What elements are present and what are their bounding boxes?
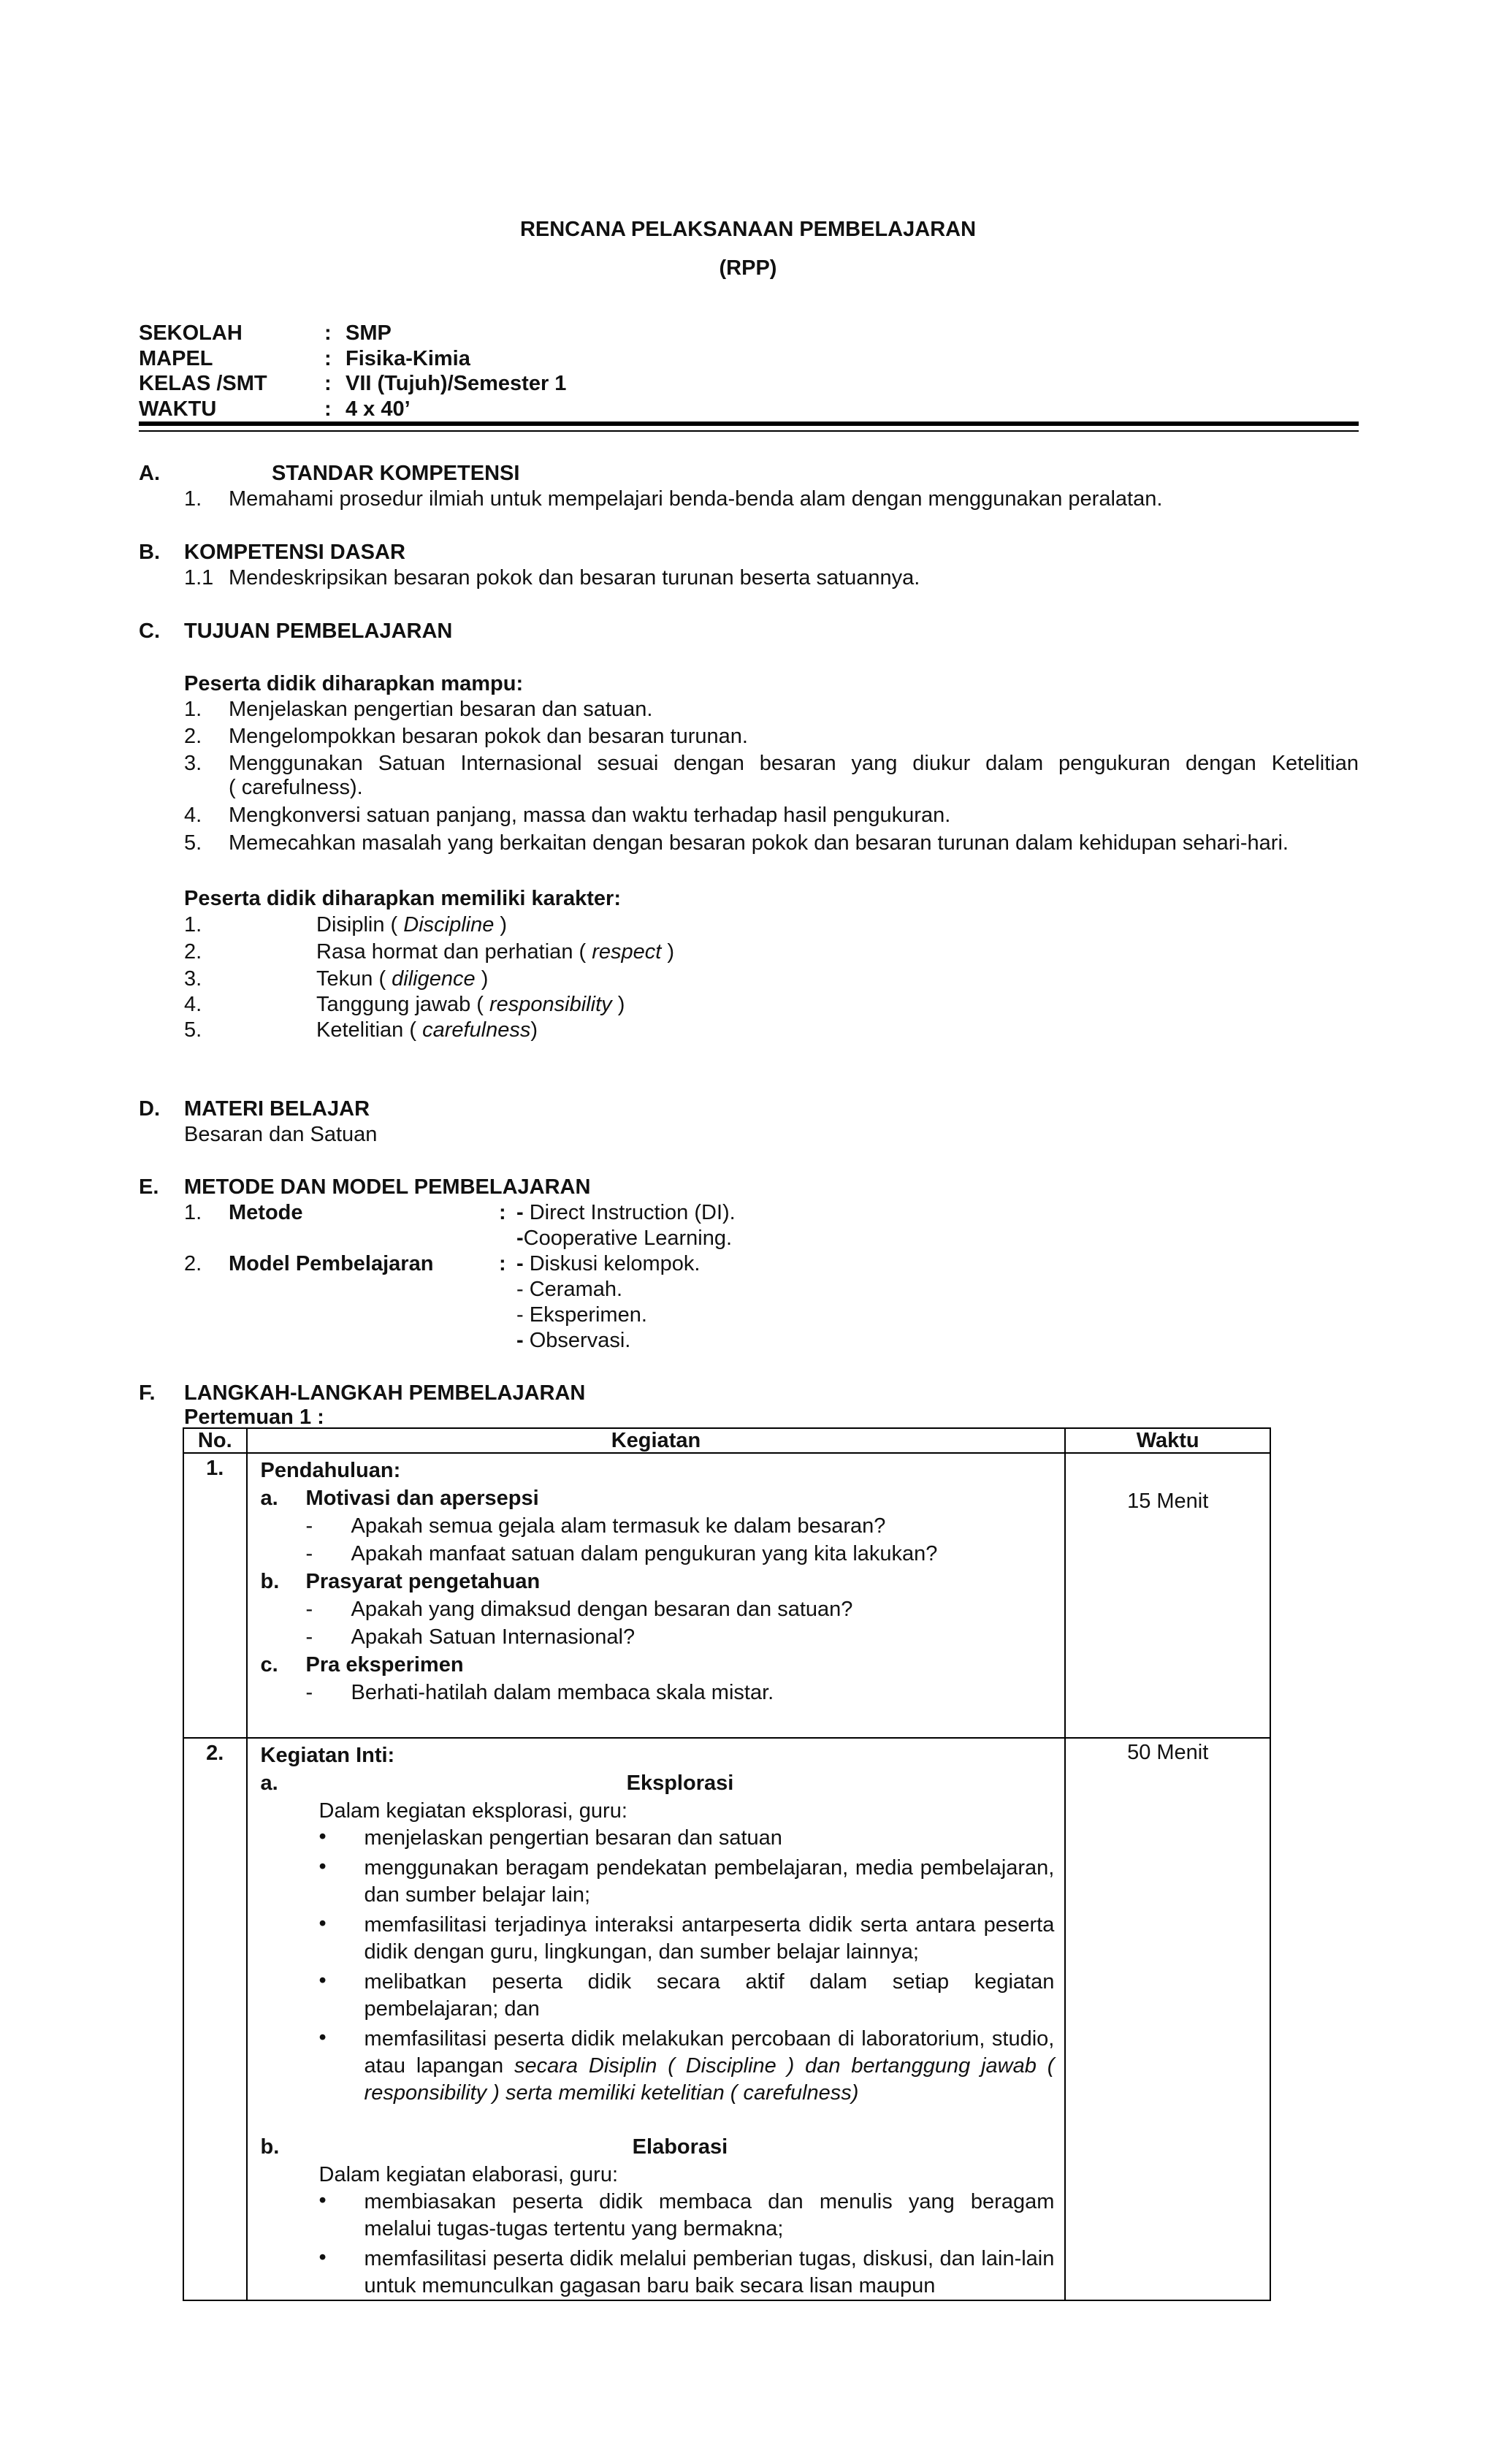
- character-item: Ketelitian ( carefulness): [316, 1018, 538, 1042]
- document-title: RENCANA PELAKSANAAN PEMBELAJARAN: [519, 218, 977, 241]
- identity-colon: :: [324, 397, 332, 421]
- section-heading: LANGKAH-LANGKAH PEMBELAJARAN: [184, 1381, 586, 1405]
- section-heading: MATERI BELAJAR: [184, 1097, 370, 1121]
- table-header: No.: [183, 1428, 247, 1453]
- list-number: 5.: [184, 1018, 202, 1042]
- activity-question: - Apakah Satuan Internasional?: [305, 1625, 636, 1649]
- list-number: 4.: [184, 993, 202, 1016]
- list-number: 5.: [184, 831, 202, 855]
- identity-label: WAKTU: [139, 397, 217, 421]
- method-colon: :: [499, 1252, 506, 1275]
- section-letter: C.: [139, 619, 160, 643]
- section-letter: D.: [139, 1097, 160, 1121]
- list-text: Mengkonversi satuan panjang, massa dan waktu terhadap hasil pengukuran.: [229, 804, 951, 827]
- section-heading: STANDAR KOMPETENSI: [272, 462, 520, 485]
- list-text: Mengelompokkan besaran pokok dan besaran turunan.: [229, 725, 748, 748]
- section-letter: F.: [139, 1381, 156, 1405]
- duration-cell: [1065, 1453, 1270, 1738]
- list-number: 4.: [184, 804, 202, 827]
- row-number: 2.: [183, 1738, 247, 2300]
- bullet-item: • memfasilitasi peserta didik melalui pemberian tugas, diskusi, dan lain-lain untuk memunculkan gagasan baru baik secara lisan maupun: [318, 2246, 1055, 2297]
- activity-question: - Berhati-hatilah dalam membaca skala mistar.: [305, 1681, 774, 1704]
- header-rule-thick: [139, 422, 1359, 426]
- list-number: 2.: [184, 1252, 202, 1275]
- method-item: - Observasi.: [516, 1329, 631, 1352]
- activity-sub: c. Pra eksperimen: [260, 1653, 464, 1677]
- table-header: Kegiatan: [247, 1428, 1066, 1453]
- document-subtitle: (RPP): [719, 256, 777, 280]
- list-text-continued: ( carefulness).: [229, 776, 363, 799]
- section-heading: METODE DAN MODEL PEMBELAJARAN: [184, 1175, 591, 1199]
- list-number: 2.: [184, 725, 202, 748]
- activity-intro: Dalam kegiatan eksplorasi, guru:: [318, 1799, 627, 1823]
- bullet-item: • memfasilitasi terjadinya interaksi antarpeserta didik serta antara peserta didik dengan guru, lingkungan, dan sumber belajar lainnya;: [318, 1912, 1055, 1964]
- identity-colon: :: [324, 372, 332, 395]
- activity-intro: Dalam kegiatan elaborasi, guru:: [318, 2163, 619, 2186]
- list-number: 3.: [184, 752, 202, 775]
- list-text: Menjelaskan pengertian besaran dan satuan.: [229, 698, 653, 721]
- list-number: 1.: [184, 487, 202, 511]
- list-text: Memahami prosedur ilmiah untuk mempelajari benda-benda alam dengan menggunakan peralatan.: [229, 487, 1163, 511]
- subheading: Peserta didik diharapkan mampu:: [184, 672, 524, 695]
- list-number: 3.: [184, 967, 202, 991]
- identity-value: Fisika-Kimia: [346, 347, 470, 370]
- section-text: Besaran dan Satuan: [184, 1123, 378, 1146]
- table-row: [183, 1453, 1270, 1738]
- list-text: Mendeskripsikan besaran pokok dan besaran turunan beserta satuannya.: [229, 566, 920, 590]
- activity-cell: [247, 1738, 1066, 2300]
- duration: 50 Menit: [1127, 1741, 1209, 1764]
- section-letter: A.: [139, 462, 160, 485]
- bullet-item: • menjelaskan pengertian besaran dan satuan: [318, 1825, 782, 1850]
- section-heading: TUJUAN PEMBELAJARAN: [184, 619, 453, 643]
- steps-table: [183, 1427, 1271, 2301]
- activity-question: - Apakah semua gejala alam termasuk ke dalam besaran?: [305, 1514, 886, 1538]
- activity-title: Pendahuluan:: [260, 1459, 401, 1482]
- activity-question: - Apakah yang dimaksud dengan besaran dan satuan?: [305, 1598, 853, 1621]
- list-number: 1.1: [184, 566, 214, 590]
- method-item: -Cooperative Learning.: [516, 1227, 733, 1250]
- activity-sub: a. Eksplorasi: [260, 1771, 734, 1795]
- subheading: Peserta didik diharapkan memiliki karakter:: [184, 887, 621, 910]
- identity-value: 4 x 40’: [346, 397, 411, 421]
- table-header: Waktu: [1065, 1428, 1270, 1453]
- section-letter: E.: [139, 1175, 159, 1199]
- table-row: [183, 1738, 1270, 2300]
- method-label: Metode: [229, 1201, 303, 1224]
- identity-label: KELAS /SMT: [139, 372, 267, 395]
- character-item: Disiplin ( Discipline ): [316, 913, 508, 937]
- identity-value: VII (Tujuh)/Semester 1: [346, 372, 567, 395]
- section-letter: B.: [139, 541, 160, 564]
- activity-sub: a. Motivasi dan apersepsi: [260, 1487, 539, 1510]
- method-item: - Diskusi kelompok.: [516, 1252, 701, 1275]
- duration-cell: [1065, 1738, 1270, 2300]
- activity-title: Kegiatan Inti:: [260, 1744, 395, 1767]
- identity-label: MAPEL: [139, 347, 213, 370]
- activity-cell: [247, 1453, 1066, 1738]
- bullet-item: • menggunakan beragam pendekatan pembelajaran, media pembelajaran, dan sumber belajar lain;: [318, 1855, 1055, 1907]
- list-number: 1.: [184, 1201, 202, 1224]
- list-number: 1.: [184, 913, 202, 937]
- character-item: Tekun ( diligence ): [316, 967, 489, 991]
- header-rule-thin: [139, 430, 1359, 432]
- identity-label: SEKOLAH: [139, 321, 243, 345]
- character-item: Rasa hormat dan perhatian ( respect ): [316, 940, 675, 964]
- list-text: Menggunakan Satuan Internasional sesuai dengan besaran yang diukur dalam pengukuran dengan Ketelitian: [229, 752, 1359, 775]
- row-number: 1.: [183, 1453, 247, 1738]
- activity-sub: b. Elaborasi: [260, 2135, 728, 2159]
- meeting-label: Pertemuan 1 :: [184, 1405, 324, 1429]
- bullet-item: • membiasakan peserta didik membaca dan menulis yang beragam melalui tugas-tugas tertentu yang bermakna;: [318, 2189, 1055, 2240]
- activity-question: - Apakah manfaat satuan dalam pengukuran yang kita lakukan?: [305, 1542, 938, 1565]
- identity-colon: :: [324, 347, 332, 370]
- method-colon: :: [499, 1201, 506, 1224]
- list-number: 2.: [184, 940, 202, 964]
- method-item: - Eksperimen.: [516, 1303, 647, 1327]
- list-number: 1.: [184, 698, 202, 721]
- duration: 15 Menit: [1127, 1490, 1209, 1513]
- method-label: Model Pembelajaran: [229, 1252, 434, 1275]
- list-text: Memecahkan masalah yang berkaitan dengan besaran pokok dan besaran turunan dalam kehidupan sehari-hari.: [229, 831, 1289, 855]
- section-heading: KOMPETENSI DASAR: [184, 541, 405, 564]
- table-header-row: [183, 1428, 1270, 1453]
- identity-value: SMP: [346, 321, 392, 345]
- bullet-item: • memfasilitasi peserta didik melakukan percobaan di laboratorium, studio, atau lapangan secara Disiplin ( Discipline ) dan bertanggung jawab ( responsibility ) serta memiliki ketelitian ( carefulness): [318, 2026, 1055, 2105]
- activity-sub: b. Prasyarat pengetahuan: [260, 1570, 541, 1593]
- method-item: - Direct Instruction (DI).: [516, 1201, 736, 1224]
- character-item: Tanggung jawab ( responsibility ): [316, 993, 625, 1016]
- identity-colon: :: [324, 321, 332, 345]
- method-item: - Ceramah.: [516, 1278, 623, 1301]
- bullet-item: • melibatkan peserta didik secara aktif dalam setiap kegiatan pembelajaran; dan: [318, 1969, 1055, 2021]
